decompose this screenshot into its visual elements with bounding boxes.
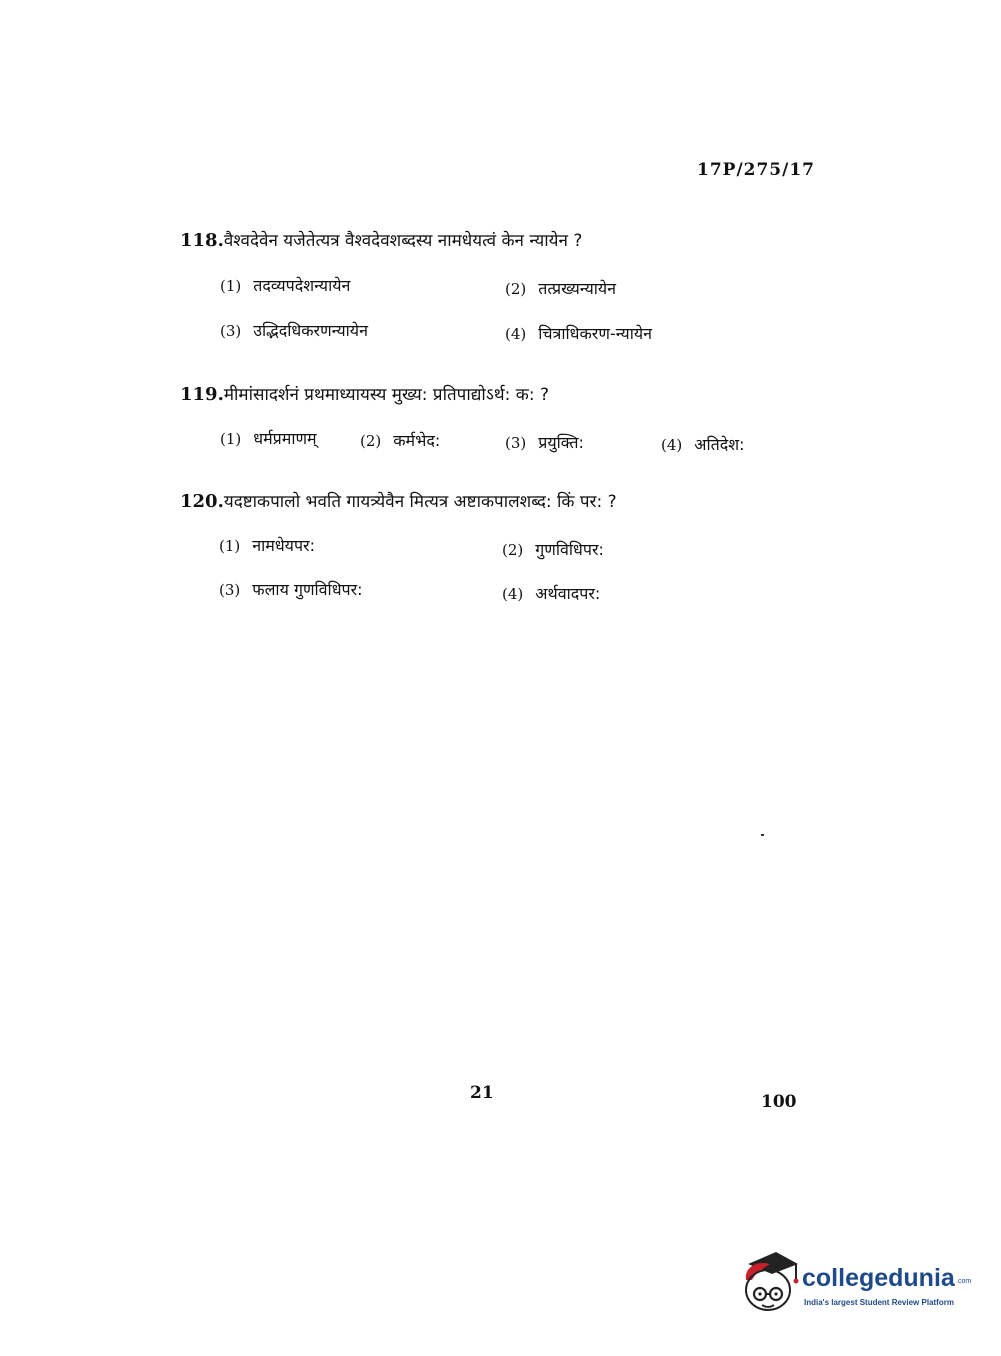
option-text: कर्मभेद: (393, 431, 441, 450)
collegedunia-logo (742, 1250, 972, 1320)
option (219, 534, 315, 556)
scan-speck (761, 834, 764, 836)
logo-tagline: India's largest Student Review Platform (804, 1298, 954, 1307)
option-number: (1) (220, 430, 242, 448)
question-text: वैश्वदेवेन यजेतेत्यत्र वैश्वदेवशब्दस्य नामधेयत्वं केन न्यायेन ? (223, 231, 583, 251)
option-number: (2) (502, 541, 524, 559)
option (502, 582, 600, 604)
option-text: फलाय गुणविधिपर: (252, 580, 363, 599)
option-text: उद्भिदधिकरणन्यायेन (253, 321, 368, 340)
page-number: 21 (470, 1083, 494, 1103)
option (220, 319, 368, 341)
option-text: तत्प्रख्यन्यायेन (538, 279, 617, 298)
option-number: (2) (360, 432, 382, 450)
option-text: धर्मप्रमाणम् (253, 429, 317, 448)
option-number: (3) (505, 434, 527, 452)
option-number: (2) (505, 280, 527, 298)
option-text: तदव्यपदेशन्यायेन (253, 276, 351, 295)
question-text: मीमांसादर्शनं प्रथमाध्यायस्य मुख्य: प्रतिपाद्योऽर्थ: क: ? (223, 385, 549, 405)
option (360, 429, 440, 451)
option (505, 277, 616, 299)
question-number: 119. (180, 384, 224, 405)
option-number: (4) (505, 325, 527, 343)
question-119 (180, 382, 549, 405)
option (220, 274, 350, 296)
option-number: (1) (220, 277, 242, 295)
mascot-icon (742, 1250, 800, 1314)
option (219, 578, 363, 600)
total-marks: 100 (761, 1092, 797, 1112)
question-number: 118. (180, 230, 224, 251)
option (505, 322, 652, 344)
option-number: (3) (220, 322, 242, 340)
option-number: (4) (502, 585, 524, 603)
option-text: अतिदेश: (694, 435, 745, 454)
option (220, 427, 317, 449)
option-number: (3) (219, 581, 241, 599)
option-text: नामधेयपर: (252, 536, 315, 555)
option-text: अर्थवादपर: (535, 584, 601, 603)
option-text: प्रयुक्ति: (538, 433, 584, 452)
question-118 (180, 228, 582, 251)
paper-code: 17P/275/17 (697, 160, 816, 180)
option-number: (4) (661, 436, 683, 454)
logo-domain-suffix: .com (956, 1278, 972, 1285)
option-number: (1) (219, 537, 241, 555)
logo-brand-text: collegedunia (802, 1264, 955, 1292)
question-number: 120. (180, 491, 224, 512)
option (502, 538, 604, 560)
option-text: चित्राधिकरण-न्यायेन (538, 324, 652, 343)
option (661, 433, 745, 455)
option-text: गुणविधिपर: (535, 540, 604, 559)
question-120 (180, 489, 617, 512)
question-text: यदष्टाकपालो भवति गायत्र्येवैन मित्यत्र अष्टाकपालशब्द: किं पर: ? (223, 492, 617, 512)
option (505, 431, 584, 453)
